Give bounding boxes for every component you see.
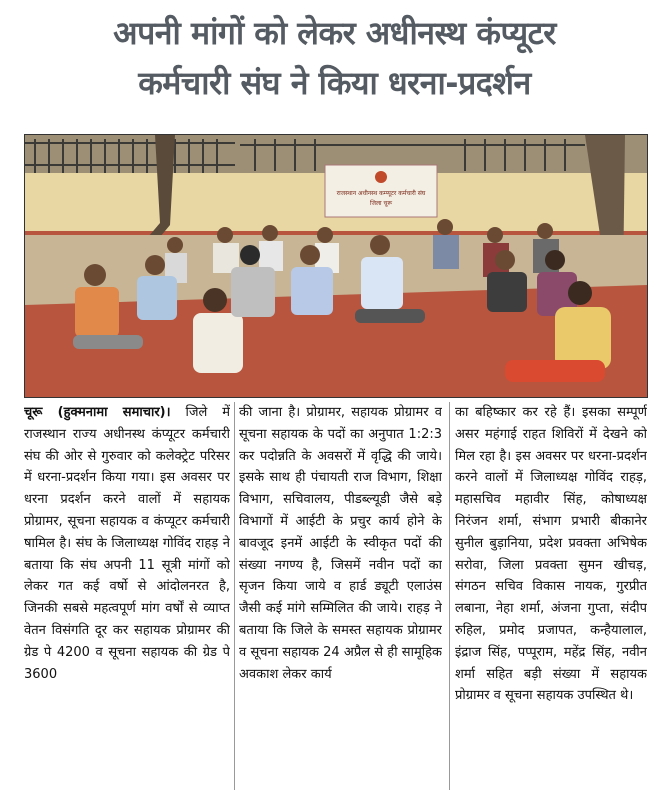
article-column-1-text: जिले में राजस्थान राज्य अधीनस्थ कंप्यूटर कर्मचारी संघ की ओर से गुरुवार को कलेक्ट्रेट परिसर में धरना-प्रदर्शन किया गया। इस अवसर पर धरना प्रदर्शन करने वालों में सहायक प्रोग्रामर, सूचना सहायक व कंप्यूटर कर्मचारी षामिल है। संघ के जिलाध्यक्ष गोविंद राहड़ ने बताया कि संघ अपनी 11 सूत्री मांगों को लेकर गत कई वर्षो से आंदोलनरत है, जिनकी सबसे महत्वपूर्ण मांग वर्षों से व्याप्त वेतन विसंगति दूर कर सहायक प्रोग्रामर की ग्रेड पे 4200 व सूचना सहायक की ग्रेड पे 3600	[24, 405, 230, 682]
headline-line-2: कर्मचारी संघ ने किया धरना-प्रदर्शन	[138, 64, 531, 102]
banner-text-line-2: जिला चूरू	[369, 200, 393, 207]
article-column-3: का बहिष्कार कर रहे हैं। इसका सम्पूर्ण असर महंगाई राहत शिविरों में देखने को मिल रहा है। इस अवसर पर धरना-प्रदर्शन करने वालों में जिलाध्यक्ष गोविंद राहड़, महासचिव महावीर सिंह, कोषाध्यक्ष निरंजन शर्मा, संभाग प्रभारी बीकानेर सुनील बुड़ानिया, प्रदेश प्रवक्ता अभिषेक सरोवा, जिला प्रवक्ता सुमन खीचड़, संगठन सचिव विकास नायक, गुरप्रीत लबाना, नेहा शर्मा, अंजना गुप्ता, संदीप रुहिल, प्रमोद प्रजापत, कन्हैयालाल, इंद्राज सिंह, पप्पूराम, महेंद्र सिंह, नवीन शर्मा सहित बड़ी संख्या में सहायक प्रोग्रामर व सूचना सहायक उपस्थित थे।	[455, 405, 647, 704]
column-divider	[234, 402, 235, 790]
news-photo	[24, 134, 648, 398]
banner-text-line-1: राजस्थान अधीनस्थ कम्प्यूटर कर्मचारी संघ	[336, 190, 426, 197]
article-column-1	[24, 402, 230, 685]
headline	[0, 8, 669, 108]
article-dateline: चूरू (हुक्मनामा समाचार)।	[24, 405, 171, 420]
article-column-2: की जाना है। प्रोग्रामर, सहायक प्रोग्रामर व सूचना सहायक के पदों का अनुपात 1:2:3 कर पदोन्नति के अवसरों में वृद्धि की जाये। इसके साथ ही पंचायती राज विभाग, शिक्षा विभाग, सचिवालय, पीडब्ल्यूडी जैसे बड़े विभागों में आईटी के प्रचुर कार्य होने के बावजूद इनमें आईटी के स्वीकृत पदों की संख्या नगण्य है, जिसमें नवीन पदों का सृजन किया जाये व हार्ड ड्यूटी एलाउंस जैसी कई मांगे सम्मिलित की जाये। राहड़ ने बताया कि जिले के समस्त सहायक प्रोग्रामर व सूचना सहायक 24 अप्रैल से ही सामूहिक अवकाश लेकर कार्य	[239, 405, 442, 682]
protest-scene-illustration	[25, 135, 647, 397]
column-divider	[449, 402, 450, 790]
headline-line-1: अपनी मांगों को लेकर अधीनस्थ कंप्यूटर	[113, 14, 556, 52]
